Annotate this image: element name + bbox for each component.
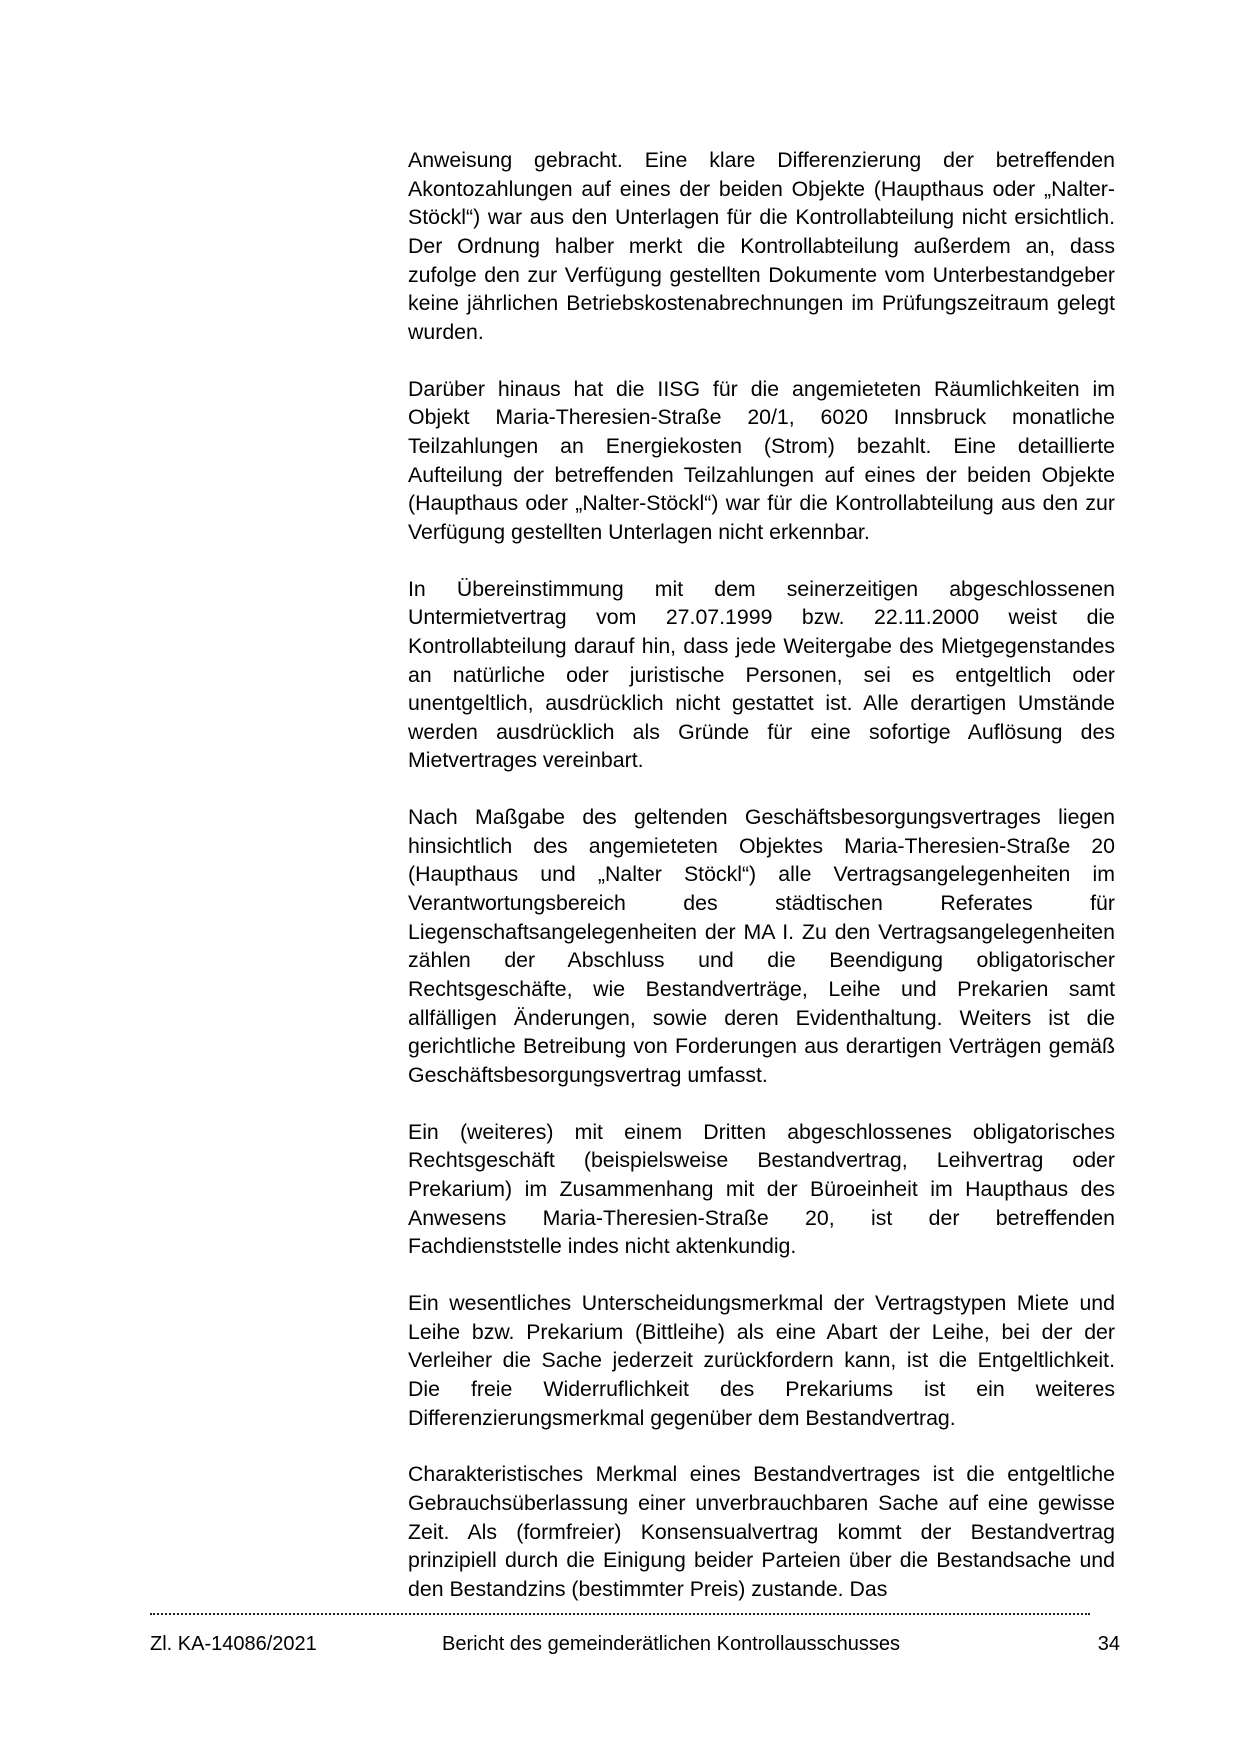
paragraph: Nach Maßgabe des geltenden Geschäftsbesorgungsvertrages liegen hinsichtlich des angemieteten Objektes Maria-Theresien-Straße 20 (Haupthaus und „Nalter Stöckl“) alle Vertragsangelegenheiten im Verantwortungsbereich des städtischen Referates für Liegenschaftsangelegenheiten der MA I. Zu den Vertragsangelegenheiten zählen der Abschluss und die Beendigung obligatorischer Rechtsgeschäfte, wie Bestandverträge, Leihe und Prekarien samt allfälligen Änderungen, sowie deren Evidenthaltung. Weiters ist die gerichtliche Betreibung von Forderungen aus derartigen Verträgen gemäß Geschäftsbesorgungsvertrag umfasst. (408, 805, 1115, 1088)
paragraph: Charakteristisches Merkmal eines Bestandvertrages ist die entgeltliche Gebrauchsüberlassung einer unverbrauchbaren Sache auf eine gewisse Zeit. Als (formfreier) Konsensualvertrag kommt der Bestandvertrag prinzipiell durch die Einigung beider Parteien über die Bestandsache und den Bestandzins (bestimmter Preis) zustande. Das (408, 1462, 1115, 1601)
page-footer (150, 1630, 1120, 1658)
paragraph: Ein (weiteres) mit einem Dritten abgeschlossenes obligatorisches Rechtsgeschäft (beispielsweise Bestandvertrag, Leihvertrag oder Prekarium) im Zusammenhang mit der Büroeinheit im Haupthaus des Anwesens Maria-Theresien-Straße 20, ist der betreffenden Fachdienststelle indes nicht aktenkundig. (408, 1119, 1115, 1259)
footer-title: Bericht des gemeinderätlichen Kontrollausschusses (442, 1633, 901, 1655)
paragraph: Darüber hinaus hat die IISG für die angemieteten Räumlichkeiten im Objekt Maria-Theresien-Straße 20/1, 6020 Innsbruck monatliche Teilzahlungen an Energiekosten (Strom) bezahlt. Eine detaillierte Aufteilung der betreffenden Teilzahlungen auf eines der beiden Objekte (Haupthaus oder „Nalter-Stöckl“) war für die Kontrollabteilung aus den zur Verfügung gestellten Unterlagen nicht erkennbar. (408, 376, 1115, 544)
paragraph: In Übereinstimmung mit dem seinerzeitigen abgeschlossenen Untermietvertrag vom 27.07.1999 bzw. 22.11.2000 weist die Kontrollabteilung darauf hin, dass jede Weitergabe des Mietgegenstandes an natürliche oder juristische Personen, sei es entgeltlich oder unentgeltlich, ausdrücklich nicht gestattet ist. Alle derartigen Umstände werden ausdrücklich als Gründe für eine sofortige Auflösung des Mietvertrages vereinbart. (408, 576, 1115, 773)
paragraph: Ein wesentliches Unterscheidungsmerkmal der Vertragstypen Miete und Leihe bzw. Prekarium (Bittleihe) als eine Abart der Leihe, bei der der Verleiher die Sache jederzeit zurückfordern kann, ist die Entgeltlichkeit. Die freie Widerruflichkeit des Prekariums ist ein weiteres Differenzierungsmerkmal gegenüber dem Bestandvertrag. (408, 1290, 1115, 1430)
page-number: 34 (1097, 1633, 1120, 1655)
footer-divider (150, 1613, 1090, 1615)
paragraph: Anweisung gebracht. Eine klare Differenzierung der betreffenden Akontozahlungen auf eines der beiden Objekte (Haupthaus oder „Nalter-Stöckl“) war aus den Unterlagen für die Kontrollabteilung nicht ersichtlich. Der Ordnung halber merkt die Kontrollabteilung außerdem an, dass zufolge den zur Verfügung gestellten Dokumente vom Unterbestandgeber keine jährlichen Betriebskostenabrechnungen im Prüfungszeitraum gelegt wurden. (408, 148, 1115, 344)
body-text (408, 146, 1115, 1632)
footer-reference: Zl. KA-14086/2021 (150, 1633, 317, 1655)
